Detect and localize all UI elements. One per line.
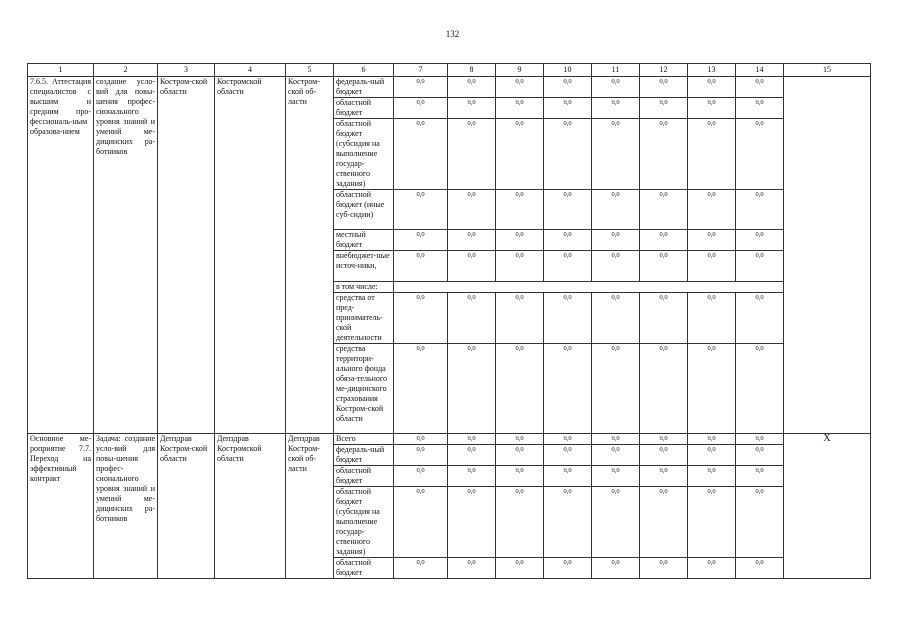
page-number: 132 [445, 29, 460, 39]
amount-cell: 0,0 [688, 119, 736, 190]
amount-cell: 0,0 [394, 119, 448, 190]
header-row [28, 64, 871, 77]
amount-cell: 0,0 [496, 77, 544, 98]
amount-cell: 0,0 [544, 77, 592, 98]
amount-cell: 0,0 [448, 344, 496, 434]
amount-cell: 0,0 [736, 98, 784, 119]
amount-cell: 0,0 [688, 344, 736, 434]
amount-cell: 0,0 [496, 119, 544, 190]
amount-cell: 0,0 [688, 558, 736, 579]
amount-cell: 0,0 [496, 445, 544, 466]
amount-cell: 0,0 [394, 558, 448, 579]
amount-cell: 0,0 [544, 119, 592, 190]
funding-source: внебюджет-ные источ-ники, [334, 251, 394, 282]
amount-cell: 0,0 [736, 293, 784, 344]
funding-source: Всего [334, 434, 394, 445]
amount-cell: 0,0 [544, 466, 592, 487]
participant: Костром-ской об-ласти [286, 77, 334, 434]
amount-cell: 0,0 [592, 77, 640, 98]
funding-source: федераль-ный бюджет [334, 77, 394, 98]
column-15-cell: Х [784, 434, 871, 579]
amount-cell: 0,0 [496, 558, 544, 579]
column-number: 11 [592, 64, 640, 77]
funding-source: средства территори-ального фонда обяза-тельного ме-дицинского страхования Костром-ской области [334, 344, 394, 434]
amount-cell: 0,0 [496, 251, 544, 282]
amount-cell: 0,0 [544, 487, 592, 558]
column-number: 4 [215, 64, 286, 77]
amount-cell: 0,0 [640, 98, 688, 119]
amount-cell: 0,0 [688, 434, 736, 445]
measure-name: 7.6.5. Аттестация специалистов с высшим и средним про-фессиональ-ным образова-нием [28, 77, 94, 434]
amount-cell: 0,0 [496, 466, 544, 487]
column-number: 3 [158, 64, 215, 77]
amount-cell: 0,0 [592, 98, 640, 119]
amount-cell: 0,0 [448, 466, 496, 487]
amount-cell: 0,0 [448, 293, 496, 344]
amount-cell: 0,0 [688, 466, 736, 487]
coexecutor: Костромской области [215, 77, 286, 434]
financing-table [27, 63, 871, 579]
amount-cell: 0,0 [448, 487, 496, 558]
amount-cell: 0,0 [640, 119, 688, 190]
amount-cell: 0,0 [688, 445, 736, 466]
coexecutor: Депздрав Костромской области [215, 434, 286, 579]
amount-cell: 0,0 [544, 230, 592, 251]
amount-cell: 0,0 [448, 558, 496, 579]
column-number: 15 [784, 64, 871, 77]
amount-cell: 0,0 [448, 251, 496, 282]
amount-cell: 0,0 [688, 251, 736, 282]
amount-cell: 0,0 [544, 344, 592, 434]
column-number: 14 [736, 64, 784, 77]
amount-cell: 0,0 [448, 434, 496, 445]
amount-cell: 0,0 [592, 230, 640, 251]
column-number: 2 [94, 64, 158, 77]
amount-cell: 0,0 [394, 487, 448, 558]
amount-cell: 0,0 [640, 558, 688, 579]
participant: Депздрав Костром-ской об-ласти [286, 434, 334, 579]
amount-cell: 0,0 [496, 293, 544, 344]
amount-cell: 0,0 [448, 230, 496, 251]
amount-cell: 0,0 [394, 251, 448, 282]
column-number: 13 [688, 64, 736, 77]
amount-cell: 0,0 [688, 487, 736, 558]
amount-cell: 0,0 [592, 445, 640, 466]
column-number: 10 [544, 64, 592, 77]
funding-source: областной бюджет (субсидия на выполнение государ-ственного задания) [334, 487, 394, 558]
measure-goal: Задача: создание усло-вий для повы-шения профес-сионального уровня знаний и умений ме-дицинских ра-ботников [94, 434, 158, 579]
amount-cell: 0,0 [394, 466, 448, 487]
amount-cell: 0,0 [640, 77, 688, 98]
amount-cell: 0,0 [394, 293, 448, 344]
column-number: 12 [640, 64, 688, 77]
amount-cell: 0,0 [592, 558, 640, 579]
amount-cell: 0,0 [496, 344, 544, 434]
amount-cell: 0,0 [592, 293, 640, 344]
amount-cell: 0,0 [544, 98, 592, 119]
amount-cell: 0,0 [496, 190, 544, 230]
amount-cell: 0,0 [640, 434, 688, 445]
column-number: 5 [286, 64, 334, 77]
amount-cell: 0,0 [592, 344, 640, 434]
executor: Депздрав Костром-ской области [158, 434, 215, 579]
amount-cell: 0,0 [448, 77, 496, 98]
amount-cell: 0,0 [448, 190, 496, 230]
amount-cell: 0,0 [640, 487, 688, 558]
column-15-cell [784, 77, 871, 434]
amount-cell: 0,0 [640, 251, 688, 282]
funding-source: областной бюджет (иные суб-сидии) [334, 190, 394, 230]
amount-cell: 0,0 [688, 230, 736, 251]
amount-cell: 0,0 [496, 98, 544, 119]
funding-source: средства от пред-приниматель-ской деятельности [334, 293, 394, 344]
amount-cell: 0,0 [688, 98, 736, 119]
amount-cell: 0,0 [496, 487, 544, 558]
amount-cell: 0,0 [640, 445, 688, 466]
funding-source: областной бюджет (субсидия на выполнение государ-ственного задания) [334, 119, 394, 190]
amount-cell: 0,0 [592, 434, 640, 445]
amount-cell: 0,0 [640, 190, 688, 230]
amount-cell: 0,0 [592, 119, 640, 190]
measure-name: Основное ме-роприятие 7.7. Переход на эффективный контракт [28, 434, 94, 579]
amount-cell: 0,0 [736, 77, 784, 98]
table-row [28, 434, 871, 445]
amount-cell: 0,0 [640, 466, 688, 487]
funding-source: местный бюджет [334, 230, 394, 251]
amount-cell: 0,0 [640, 293, 688, 344]
column-number: 6 [334, 64, 394, 77]
amount-cell: 0,0 [544, 558, 592, 579]
amount-cell: 0,0 [592, 251, 640, 282]
amount-cell: 0,0 [736, 466, 784, 487]
amount-cell: 0,0 [394, 344, 448, 434]
column-number: 8 [448, 64, 496, 77]
funding-source: в том числе: [334, 282, 394, 293]
funding-source: областной бюджет [334, 558, 394, 579]
amount-cell: 0,0 [544, 293, 592, 344]
funding-source: федераль-ный бюджет [334, 445, 394, 466]
column-number: 1 [28, 64, 94, 77]
funding-source: областной бюджет [334, 466, 394, 487]
amount-cell: 0,0 [394, 230, 448, 251]
amount-cell: 0,0 [688, 190, 736, 230]
amount-cell: 0,0 [736, 230, 784, 251]
amount-cell: 0,0 [448, 98, 496, 119]
amount-cell: 0,0 [736, 434, 784, 445]
amount-cell: 0,0 [688, 77, 736, 98]
amount-cell: 0,0 [640, 230, 688, 251]
amount-cell: 0,0 [736, 190, 784, 230]
funding-source: областной бюджет [334, 98, 394, 119]
amount-cell: 0,0 [688, 293, 736, 344]
amount-cell: 0,0 [496, 434, 544, 445]
amount-cell: 0,0 [544, 251, 592, 282]
column-number: 9 [496, 64, 544, 77]
amount-cell: 0,0 [736, 119, 784, 190]
amount-cell: 0,0 [544, 445, 592, 466]
amount-cell: 0,0 [736, 487, 784, 558]
amount-cell: 0,0 [394, 98, 448, 119]
amount-cell: 0,0 [736, 445, 784, 466]
amount-cell: 0,0 [592, 466, 640, 487]
amount-cell: 0,0 [640, 344, 688, 434]
amount-cell: 0,0 [394, 190, 448, 230]
empty-cell [394, 282, 784, 293]
amount-cell: 0,0 [496, 230, 544, 251]
amount-cell: 0,0 [448, 445, 496, 466]
amount-cell: 0,0 [736, 558, 784, 579]
amount-cell: 0,0 [736, 251, 784, 282]
column-number: 7 [394, 64, 448, 77]
executor: Костром-ской области [158, 77, 215, 434]
amount-cell: 0,0 [592, 487, 640, 558]
amount-cell: 0,0 [448, 119, 496, 190]
table-row [28, 77, 871, 98]
amount-cell: 0,0 [394, 445, 448, 466]
amount-cell: 0,0 [394, 77, 448, 98]
amount-cell: 0,0 [544, 190, 592, 230]
amount-cell: 0,0 [592, 190, 640, 230]
measure-goal: создание усло-вий для повы-шения профес-сионального уровня знаний и умений ме-дицинских ра-ботников [94, 77, 158, 434]
amount-cell: 0,0 [394, 434, 448, 445]
amount-cell: 0,0 [736, 344, 784, 434]
amount-cell: 0,0 [544, 434, 592, 445]
